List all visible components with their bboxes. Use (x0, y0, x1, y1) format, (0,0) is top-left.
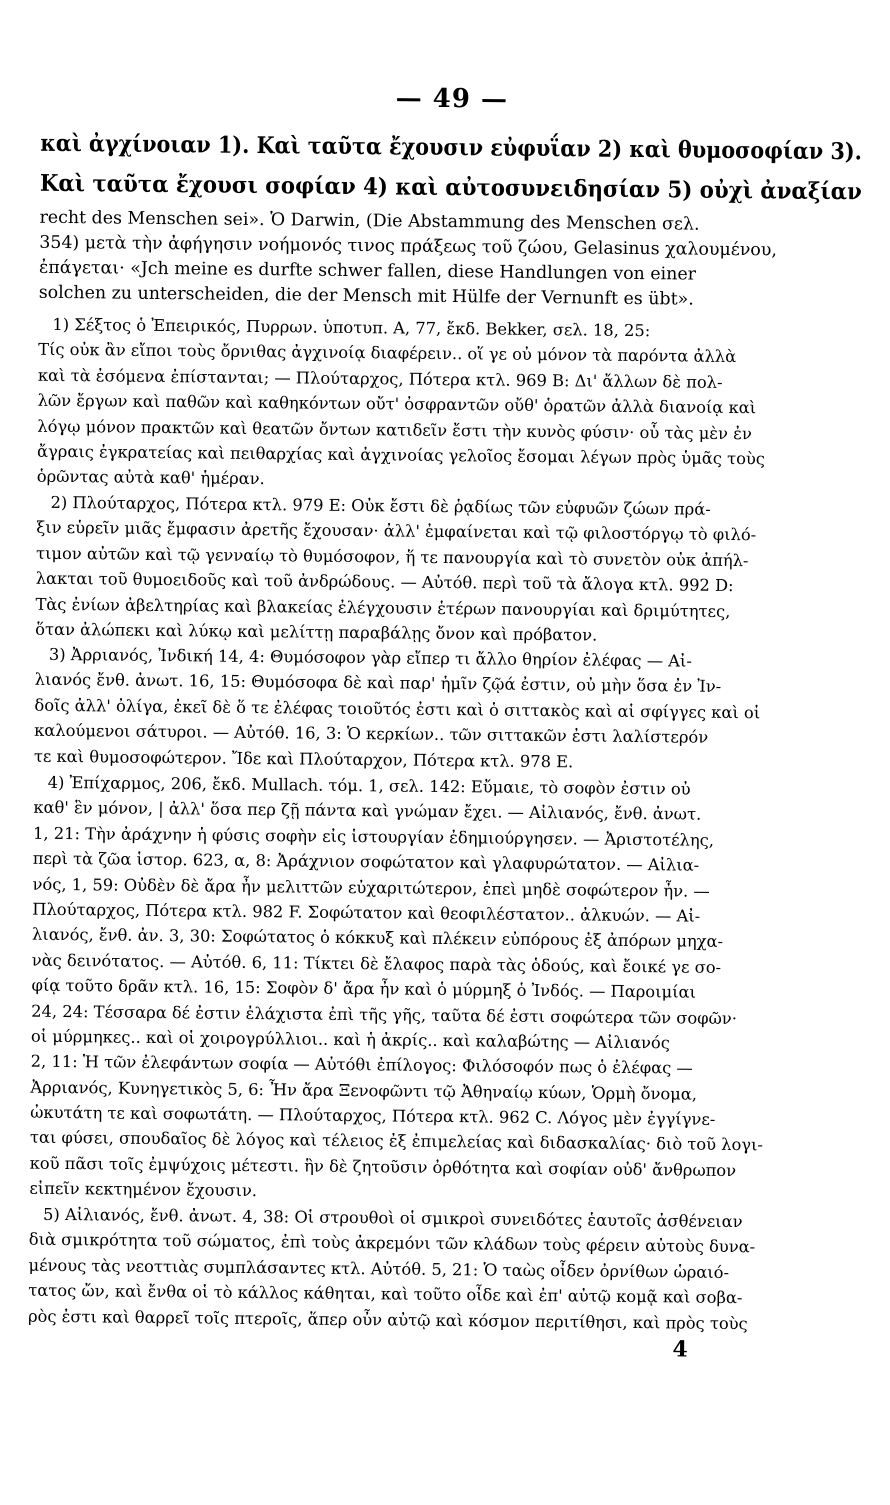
footnote-line: λιανός ἔνθ. ἀνωτ. 16, 15: Θυμόσοφα δὲ καὶ παρ' ἡμῖν ζῷά ἐστιν, οὐ μὴν ὅσα ἐν Ἰν- (34, 670, 722, 697)
footnote-line: ὁρῶντας αὐτὰ καθ' ἡμέραν. (36, 467, 265, 489)
footnote-line: μένους τὰς νεοττιὰς συμπλάσαντες κτλ. Αὐτόθ. 5, 21: Ὁ ταὼς οἶδεν ὀρνίθων ὡραιό- (28, 1255, 730, 1282)
main-line: καὶ ἀγχίνοιαν 1). Καὶ ταῦτα ἔχουσιν εὐφυΐαν 2) καὶ θυμοσοφίαν 3). (40, 129, 863, 166)
footnote-2 (35, 490, 757, 650)
footnote-line: ται φύσει, σπουδαῖος δὲ λόγος καὶ τέλειος ἐξ ἐπιμελείας καὶ διδασκαλίας· διὸ τοῦ λογι- (29, 1128, 764, 1155)
footnote-3 (33, 642, 761, 776)
footnote-line: 2) Πλούταρχος, Πότερα κτλ. 979 E: Οὐκ ἔστι δὲ ῥᾳδίως τῶν εὐφυῶν ζώων πρά- (50, 492, 711, 519)
footnote-line: Ἀρριανός, Κυνηγετικὸς 5, 6: Ἦν ἄρα Ξενοφῶντι τῷ Ἀθηναίῳ κύων, Ὁρμὴ ὄνομα, (30, 1077, 698, 1104)
footnote-line: περὶ τὰ ζῶα ἱστορ. 623, α, 8: Ἀράχνιον σοφώτατον καὶ γλαφυρώτατον. — Αἰλια- (32, 848, 700, 875)
footnote-5 (27, 1202, 756, 1336)
footnote-line: 5) Αἰλιανός, ἔνθ. ἀνωτ. 4, 38: Οἱ στρουθοὶ οἱ σμικροὶ συνειδότες ἑαυτοῖς ἀσθένειαν (43, 1204, 743, 1232)
body-line: ἐπάγεται· «Jch meine es durfte schwer fallen, diese Handlungen von einer (38, 257, 697, 285)
footnote-line: Τίς οὐκ ἂν εἴποι τοὺς ὄρνιθας ἀγχινοίᾳ διαφέρειν.. οἵ γε οὐ μόνον τὰ παρόντα ἀλλὰ (38, 340, 737, 367)
footnote-line: 1) Σέξτος ὁ Ἐπειρικός, Πυρρων. ὑποτυπ. Α, 77, ἔκδ. Bekker, σελ. 18, 25: (52, 314, 651, 341)
page-number: — 49 — (395, 83, 509, 115)
footnote-line: ξιν εὑρεῖν μιᾶς ἔμφασιν ἀρετῆς ἔχουσαν· ἀλλ' ἐμφαίνεται καὶ τῷ φιλοστόργῳ τὸ φιλό- (36, 518, 757, 545)
footnote-line: λακται τοῦ θυμοειδοῦς καὶ τοῦ ἀνδρώδους. — Αὐτόθ. περὶ τοῦ τὰ ἄλογα κτλ. 992 D: (35, 568, 734, 596)
main-text (39, 124, 863, 211)
footnote-4 (29, 770, 764, 1209)
footnote-line: οἱ μύρμηκες.. καὶ οἱ χοιρογρύλλιοι.. καὶ ἡ ἀκρίς.. καὶ καλαβώτης — Αἰλιανός (30, 1026, 670, 1053)
footnote-line: 2, 11: Ἡ τῶν ἐλεφάντων σοφία — Αὐτόθι ἐπίλογος: Φιλόσοφόν πως ὁ ἐλέφας — (30, 1051, 693, 1078)
footnote-line: 1, 21: Τὴν ἀράχνην ἡ φύσις σοφὴν εἰς ἱστουργίαν ἐδημιούργησεν. — Ἀριστοτέλης, (33, 823, 715, 850)
footnote-line: διὰ σμικρότητα τοῦ σώματος, ἐπὶ τοὺς ἀκρεμόνι τῶν κλάδων τοὺς φέρειν αὐτοὺς δυνα- (28, 1230, 756, 1257)
footnote-line: 4) Ἐπίχαρμος, 206, ἔκδ. Mullach. τόμ. 1, σελ. 142: Εὔμαιε, τὸ σοφὸν ἐστιν οὐ (47, 772, 691, 799)
footnote-line: Πλούταρχος, Πότερα κτλ. 982 F. Σοφώτατον καὶ θεοφιλέστατον.. ἀλκυών. — Αἰ- (32, 899, 701, 926)
footnote-line: τε καὶ θυμοσοφώτερον. Ἴδε καὶ Πλούταρχον, Πότερα κτλ. 978 E. (33, 746, 574, 771)
footnote-line: ἄγραις ἐγκρατείας καὶ πειθαρχίας καὶ ἀγχινοίας γελοῖος ἔσομαι λέγων πρὸς ὑμᾶς τοὺς (37, 441, 766, 469)
footnote-line: κοῦ πᾶσι τοῖς ἐμψύχοις μέτεστι. ἣν δὲ ζητοῦσιν ὀρθότητα καὶ σοφίαν οὐδ' ἄνθρωπον (29, 1153, 737, 1180)
signature-mark: 4 (672, 1336, 688, 1363)
footnote-line: τατος ὤν, καὶ ἔνθα οἱ τὸ κάλλος κάθηται, καὶ τοῦτο οἶδε καὶ ἐπ' αὐτῷ κομᾷ καὶ σοβα- (28, 1280, 743, 1308)
footnote-line: καὶ τὰ ἐσόμενα ἐπίστανται; — Πλούταρχος, Πότερα κτλ. 969 B: Δι' ἄλλων δὲ πολ- (37, 365, 723, 392)
footnote-line: ὠκυτάτη τε καὶ σοφωτάτη. — Πλούταρχος, Πότερα κτλ. 962 C. Λόγος μὲν ἐγγίγνε- (30, 1102, 716, 1129)
footnote-line: καλούμενοι σάτυροι. — Αὐτόθ. 16, 3: Ὁ κερκίων.. τῶν σιττακῶν ἐστι λαλίστερόν (34, 720, 709, 747)
footnote-1 (36, 312, 766, 497)
footnote-line: λόγῳ μόνον πρακτῶν καὶ θεατῶν ὄντων κατιδεῖν ἔστι τὴν κυνὸς φύσιν· οὗ τὰς μὲν ἐν (37, 416, 752, 443)
main-line: Καὶ ταῦτα ἔχουσι σοφίαν 4) καὶ αὐτοσυνειδησίαν 5) οὐχὶ ἀναξίαν (39, 169, 862, 206)
footnote-line: 24, 24: Τέσσαρα δέ ἐστιν ἐλάχιστα ἐπὶ τῆς γῆς, ταῦτα δέ ἐστι σοφώτερα τῶν σοφῶν· (31, 1001, 738, 1028)
footnote-line: ὅταν ἀλώπεκι καὶ λύκῳ καὶ μελίττῃ παραβάλῃς ὄνον καὶ πρόβατον. (35, 619, 598, 645)
footnote-line: νὰς δεινότατος. — Αὐτόθ. 6, 11: Τίκτει δὲ ἔλαφος παρὰ τὰς ὁδούς, καὶ ἔοικέ γε σο- (31, 950, 722, 977)
body-line: solchen zu unterscheiden, die der Mensch mit Hülfe der Vernunft es übt». (38, 282, 694, 310)
footnote-line: εἰπεῖν κεκτημένον ἔχουσιν. (29, 1178, 258, 1201)
body-text (38, 206, 778, 313)
footnote-line: καθ' ἓν μόνον, | ἀλλ' ὅσα περ ζῇ πάντα καὶ γνώμαν ἔχει. — Αἰλιανός, ἔνθ. ἀνωτ. (33, 798, 702, 825)
footnote-line: 3) Ἀρριανός, Ἰνδική 14, 4: Θυμόσοφον γὰρ εἴπερ τι ἄλλο θηρίον ἐλέφας — Αἰ- (48, 644, 692, 671)
footnote-line: Τὰς ἐνίων ἀβελτηρίας καὶ βλακείας ἐλέγχουσιν ἑτέρων πανουργίαι καὶ δριμύτητες, (35, 594, 731, 621)
footnote-line: τιμον αὐτῶν καὶ τῷ γενναίῳ τὸ θυμόσοφον, ἥ τε πανουργία καὶ τὸ συνετὸν οὐκ ἀπήλ- (35, 543, 749, 570)
footnote-line: ρὸς ἐστι καὶ θαρρεῖ τοῖς πτεροῖς, ἅπερ οὖν αὐτῷ καὶ κόσμον περιτίθησι, καὶ πρὸς τοὺς (27, 1306, 748, 1333)
footnote-line: λῶν ἔργων καὶ παθῶν καὶ καθηκόντων οὔτ' ὀσφραντῶν οὔθ' ὁρατῶν ἀλλὰ διανοίᾳ καὶ (37, 390, 757, 418)
body-line: 354) μετὰ τὴν ἀφήγησιν νοήμονός τινος πράξεως τοῦ ζώου, Gelasinus χαλουμένου, (39, 232, 778, 261)
footnote-line: λιανός, ἔνθ. ἀν. 3, 30: Σοφώτατος ὁ κόκκυξ καὶ πλέκειν εὐπόρους ἐξ ἀπόρων μηχα- (31, 925, 724, 952)
footnote-line: νός, 1, 59: Οὐδὲν δὲ ἄρα ἦν μελιττῶν εὐχαριτώτερον, ἐπεὶ μηδὲ σοφώτερον ἦν. — (32, 874, 710, 901)
body-line: recht des Menschen sei». Ὁ Darwin, (Die Abstammung des Menschen σελ. (39, 207, 700, 235)
footnote-line: φίᾳ τοῦτο δρᾶν κτλ. 16, 15: Σοφὸν δ' ἄρα ἦν καὶ ὁ μύρμηξ ὁ Ἰνδός. — Παροιμίαι (31, 975, 696, 1002)
footnote-line: δοῖς ἀλλ' ὀλίγα, ἐκεῖ δὲ ὅ τε ἐλέφας τοιοῦτός ἐστι καὶ ὁ σιττακὸς καὶ αἱ σφίγγες καὶ οἱ (34, 695, 761, 723)
